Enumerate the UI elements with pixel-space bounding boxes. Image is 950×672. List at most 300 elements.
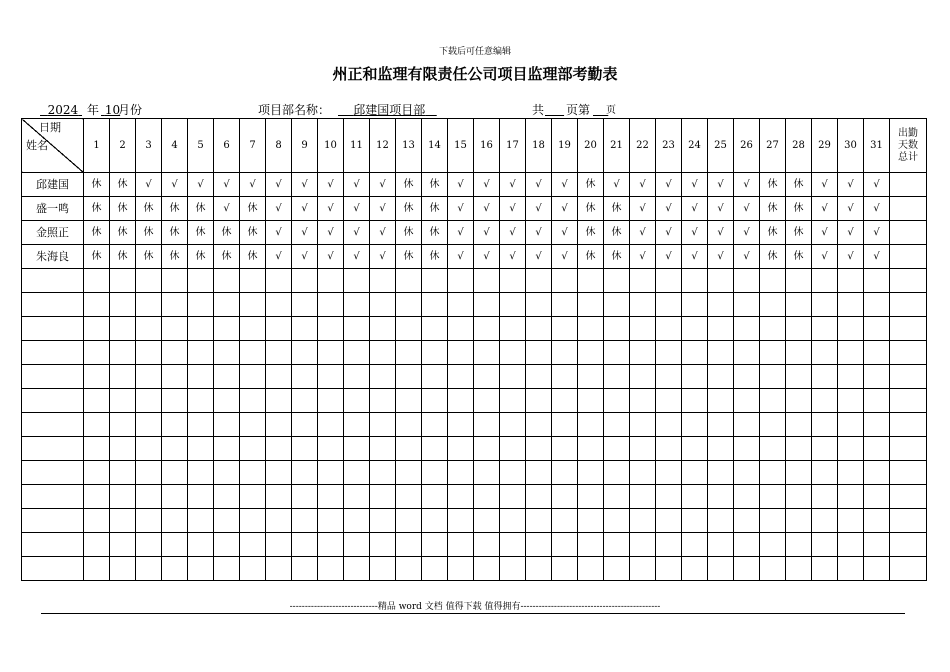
empty-cell xyxy=(864,413,890,437)
empty-cell xyxy=(396,485,422,509)
empty-row xyxy=(22,461,927,485)
empty-cell xyxy=(136,413,162,437)
empty-cell xyxy=(552,389,578,413)
attendance-mark: 休 xyxy=(214,221,240,245)
project-name: 邱建国项目部 xyxy=(353,103,426,117)
empty-cell xyxy=(266,341,292,365)
empty-cell xyxy=(84,413,110,437)
day-header: 12 xyxy=(370,119,396,173)
empty-cell xyxy=(838,293,864,317)
empty-cell xyxy=(578,509,604,533)
empty-cell xyxy=(422,293,448,317)
empty-cell xyxy=(266,461,292,485)
empty-row xyxy=(22,485,927,509)
empty-cell xyxy=(734,557,760,581)
attendance-mark: 休 xyxy=(422,245,448,269)
empty-cell xyxy=(370,509,396,533)
empty-cell xyxy=(344,461,370,485)
empty-cell xyxy=(890,557,927,581)
empty-cell xyxy=(578,413,604,437)
empty-cell xyxy=(396,557,422,581)
empty-cell xyxy=(370,485,396,509)
empty-cell xyxy=(890,293,927,317)
empty-cell xyxy=(318,389,344,413)
empty-cell xyxy=(396,365,422,389)
empty-cell xyxy=(344,413,370,437)
employee-name: 金照正 xyxy=(22,221,84,245)
empty-cell xyxy=(890,269,927,293)
empty-cell xyxy=(578,293,604,317)
attendance-mark: √ xyxy=(344,173,370,197)
empty-cell xyxy=(890,389,927,413)
corner-date-label: 日期 xyxy=(39,121,61,134)
empty-cell xyxy=(578,461,604,485)
attendance-mark: √ xyxy=(552,173,578,197)
top-note: 下载后可任意编辑 xyxy=(438,47,511,57)
empty-cell xyxy=(162,317,188,341)
empty-cell xyxy=(708,437,734,461)
empty-cell xyxy=(84,509,110,533)
empty-cell xyxy=(214,485,240,509)
empty-cell xyxy=(266,317,292,341)
day-header: 21 xyxy=(604,119,630,173)
attendance-mark: √ xyxy=(812,221,838,245)
empty-cell xyxy=(318,485,344,509)
empty-cell xyxy=(188,485,214,509)
empty-cell xyxy=(500,269,526,293)
empty-cell xyxy=(422,557,448,581)
empty-cell xyxy=(656,437,682,461)
empty-row xyxy=(22,341,927,365)
empty-cell xyxy=(292,461,318,485)
empty-cell xyxy=(864,437,890,461)
empty-cell xyxy=(630,533,656,557)
attendance-mark: 休 xyxy=(110,173,136,197)
attendance-mark: √ xyxy=(318,245,344,269)
empty-cell xyxy=(136,533,162,557)
empty-cell xyxy=(136,365,162,389)
day-header: 20 xyxy=(578,119,604,173)
empty-cell xyxy=(682,437,708,461)
empty-cell xyxy=(838,269,864,293)
empty-cell xyxy=(136,509,162,533)
empty-cell xyxy=(396,413,422,437)
attendance-mark: √ xyxy=(240,173,266,197)
empty-cell xyxy=(318,317,344,341)
empty-cell xyxy=(552,293,578,317)
empty-cell xyxy=(22,461,84,485)
empty-cell xyxy=(266,485,292,509)
empty-cell xyxy=(526,293,552,317)
empty-cell xyxy=(864,269,890,293)
attendance-mark: 休 xyxy=(578,197,604,221)
empty-cell xyxy=(656,341,682,365)
empty-cell xyxy=(526,509,552,533)
empty-cell xyxy=(448,269,474,293)
attendance-mark: √ xyxy=(500,197,526,221)
empty-cell xyxy=(396,269,422,293)
attendance-mark: √ xyxy=(344,197,370,221)
empty-cell xyxy=(188,413,214,437)
empty-cell xyxy=(656,509,682,533)
attendance-mark: 休 xyxy=(760,173,786,197)
empty-cell xyxy=(214,461,240,485)
empty-cell xyxy=(838,341,864,365)
employee-name: 盛一鸣 xyxy=(22,197,84,221)
empty-cell xyxy=(786,269,812,293)
attendance-mark: √ xyxy=(318,173,344,197)
attendance-mark: √ xyxy=(448,245,474,269)
attendance-mark: 休 xyxy=(136,197,162,221)
empty-cell xyxy=(760,509,786,533)
empty-cell xyxy=(786,317,812,341)
attendance-mark: √ xyxy=(838,197,864,221)
empty-cell xyxy=(682,533,708,557)
empty-cell xyxy=(786,437,812,461)
employee-name: 邱建国 xyxy=(22,173,84,197)
empty-cell xyxy=(22,317,84,341)
empty-cell xyxy=(708,509,734,533)
attendance-mark: √ xyxy=(656,245,682,269)
day-header: 23 xyxy=(656,119,682,173)
empty-cell xyxy=(318,365,344,389)
empty-cell xyxy=(292,413,318,437)
empty-cell xyxy=(526,317,552,341)
attendance-mark: 休 xyxy=(110,197,136,221)
empty-cell xyxy=(110,509,136,533)
empty-cell xyxy=(22,269,84,293)
empty-cell xyxy=(812,461,838,485)
empty-cell xyxy=(266,365,292,389)
empty-cell xyxy=(708,485,734,509)
attendance-mark: √ xyxy=(526,173,552,197)
day-header: 17 xyxy=(500,119,526,173)
empty-cell xyxy=(656,413,682,437)
empty-cell xyxy=(786,341,812,365)
empty-cell xyxy=(708,317,734,341)
empty-cell xyxy=(188,365,214,389)
empty-cell xyxy=(708,557,734,581)
empty-cell xyxy=(344,365,370,389)
empty-cell xyxy=(890,341,927,365)
empty-cell xyxy=(474,389,500,413)
total-header-line: 天数 xyxy=(898,139,918,151)
empty-cell xyxy=(630,293,656,317)
empty-cell xyxy=(422,533,448,557)
attendance-mark: 休 xyxy=(422,173,448,197)
empty-cell xyxy=(162,365,188,389)
empty-cell xyxy=(656,365,682,389)
attendance-mark: √ xyxy=(292,245,318,269)
attendance-mark: 休 xyxy=(214,245,240,269)
empty-cell xyxy=(760,293,786,317)
attendance-mark: √ xyxy=(682,197,708,221)
empty-cell xyxy=(604,365,630,389)
total-header-line: 出勤 xyxy=(898,127,918,139)
empty-cell xyxy=(448,557,474,581)
empty-cell xyxy=(526,461,552,485)
empty-cell xyxy=(864,389,890,413)
empty-cell xyxy=(682,341,708,365)
empty-cell xyxy=(162,557,188,581)
empty-cell xyxy=(838,365,864,389)
empty-cell xyxy=(162,485,188,509)
empty-cell xyxy=(318,293,344,317)
empty-cell xyxy=(812,509,838,533)
empty-cell xyxy=(760,341,786,365)
empty-cell xyxy=(370,413,396,437)
empty-cell xyxy=(22,533,84,557)
empty-cell xyxy=(682,557,708,581)
empty-cell xyxy=(682,413,708,437)
attendance-mark: √ xyxy=(838,221,864,245)
empty-cell xyxy=(474,365,500,389)
attendance-mark: √ xyxy=(370,197,396,221)
empty-cell xyxy=(370,293,396,317)
attendance-mark: 休 xyxy=(136,221,162,245)
empty-cell xyxy=(266,389,292,413)
empty-cell xyxy=(630,317,656,341)
empty-cell xyxy=(214,389,240,413)
empty-cell xyxy=(812,293,838,317)
attendance-mark: √ xyxy=(630,173,656,197)
empty-cell xyxy=(604,389,630,413)
empty-cell xyxy=(292,269,318,293)
attendance-mark: √ xyxy=(474,173,500,197)
empty-cell xyxy=(240,533,266,557)
empty-cell xyxy=(604,341,630,365)
attendance-mark: √ xyxy=(604,173,630,197)
empty-cell xyxy=(838,533,864,557)
empty-cell xyxy=(344,293,370,317)
empty-cell xyxy=(812,557,838,581)
empty-cell xyxy=(136,389,162,413)
empty-cell xyxy=(552,341,578,365)
attendance-mark: √ xyxy=(292,221,318,245)
month-label: 月份 xyxy=(118,103,143,117)
empty-cell xyxy=(526,557,552,581)
empty-cell xyxy=(136,317,162,341)
empty-cell xyxy=(22,437,84,461)
empty-cell xyxy=(500,557,526,581)
empty-cell xyxy=(552,365,578,389)
attendance-mark: 休 xyxy=(578,173,604,197)
empty-cell xyxy=(214,365,240,389)
attendance-mark: 休 xyxy=(84,221,110,245)
attendance-mark: √ xyxy=(318,197,344,221)
empty-row xyxy=(22,533,927,557)
empty-cell xyxy=(760,317,786,341)
empty-cell xyxy=(474,533,500,557)
attendance-mark: √ xyxy=(682,221,708,245)
empty-cell xyxy=(604,509,630,533)
empty-cell xyxy=(22,557,84,581)
empty-cell xyxy=(500,365,526,389)
empty-cell xyxy=(500,509,526,533)
empty-cell xyxy=(110,413,136,437)
empty-cell xyxy=(656,269,682,293)
empty-cell xyxy=(448,317,474,341)
empty-cell xyxy=(318,533,344,557)
day-header: 2 xyxy=(110,119,136,173)
attendance-mark: √ xyxy=(656,173,682,197)
empty-cell xyxy=(84,485,110,509)
empty-cell xyxy=(682,317,708,341)
empty-cell xyxy=(578,365,604,389)
day-header: 31 xyxy=(864,119,890,173)
attendance-mark: √ xyxy=(734,221,760,245)
empty-cell xyxy=(292,317,318,341)
attendance-mark: 休 xyxy=(786,197,812,221)
empty-cell xyxy=(890,509,927,533)
total-pages-label: 共 xyxy=(532,103,545,117)
empty-cell xyxy=(370,389,396,413)
employee-name: 朱海良 xyxy=(22,245,84,269)
day-header: 3 xyxy=(136,119,162,173)
empty-cell xyxy=(500,461,526,485)
empty-cell xyxy=(604,269,630,293)
empty-cell xyxy=(84,533,110,557)
empty-cell xyxy=(604,485,630,509)
empty-cell xyxy=(526,533,552,557)
empty-cell xyxy=(136,341,162,365)
empty-cell xyxy=(422,389,448,413)
attendance-mark: 休 xyxy=(422,197,448,221)
empty-cell xyxy=(656,293,682,317)
attendance-mark: 休 xyxy=(84,173,110,197)
empty-cell xyxy=(422,269,448,293)
attendance-mark: √ xyxy=(136,173,162,197)
empty-cell xyxy=(448,413,474,437)
empty-cell xyxy=(838,389,864,413)
empty-cell xyxy=(396,293,422,317)
empty-cell xyxy=(266,413,292,437)
attendance-mark: √ xyxy=(344,221,370,245)
empty-cell xyxy=(578,437,604,461)
empty-cell xyxy=(214,437,240,461)
empty-cell xyxy=(578,269,604,293)
empty-cell xyxy=(760,485,786,509)
empty-row xyxy=(22,509,927,533)
empty-cell xyxy=(526,389,552,413)
empty-cell xyxy=(240,557,266,581)
empty-cell xyxy=(422,365,448,389)
attendance-mark: √ xyxy=(344,245,370,269)
empty-cell xyxy=(682,485,708,509)
attendance-mark: √ xyxy=(370,221,396,245)
empty-cell xyxy=(474,509,500,533)
empty-cell xyxy=(214,269,240,293)
attendance-mark: √ xyxy=(552,197,578,221)
empty-cell xyxy=(734,437,760,461)
empty-cell xyxy=(214,533,240,557)
empty-cell xyxy=(812,341,838,365)
attendance-mark: √ xyxy=(162,173,188,197)
empty-cell xyxy=(864,293,890,317)
attendance-mark: √ xyxy=(266,245,292,269)
info-line xyxy=(0,102,950,118)
empty-cell xyxy=(812,269,838,293)
empty-cell xyxy=(292,533,318,557)
empty-cell xyxy=(500,533,526,557)
empty-cell xyxy=(292,293,318,317)
empty-cell xyxy=(552,437,578,461)
empty-cell xyxy=(110,485,136,509)
attendance-mark: √ xyxy=(188,173,214,197)
empty-cell xyxy=(162,437,188,461)
day-header: 7 xyxy=(240,119,266,173)
empty-cell xyxy=(110,341,136,365)
empty-cell xyxy=(240,485,266,509)
attendance-mark: 休 xyxy=(240,221,266,245)
day-header: 16 xyxy=(474,119,500,173)
empty-cell xyxy=(318,461,344,485)
empty-cell xyxy=(162,293,188,317)
empty-cell xyxy=(864,557,890,581)
empty-cell xyxy=(630,509,656,533)
empty-cell xyxy=(500,485,526,509)
empty-cell xyxy=(760,413,786,437)
empty-cell xyxy=(500,389,526,413)
empty-cell xyxy=(292,389,318,413)
empty-cell xyxy=(188,557,214,581)
empty-cell xyxy=(786,533,812,557)
attendance-mark: 休 xyxy=(240,245,266,269)
empty-cell xyxy=(240,269,266,293)
empty-cell xyxy=(422,509,448,533)
empty-cell xyxy=(292,365,318,389)
attendance-mark: √ xyxy=(838,173,864,197)
empty-cell xyxy=(136,557,162,581)
empty-cell xyxy=(422,437,448,461)
empty-cell xyxy=(734,293,760,317)
attendance-mark: √ xyxy=(734,173,760,197)
empty-cell xyxy=(188,269,214,293)
empty-cell xyxy=(474,557,500,581)
attendance-mark: √ xyxy=(708,221,734,245)
empty-cell xyxy=(838,461,864,485)
empty-cell xyxy=(786,365,812,389)
total-cell xyxy=(890,245,927,269)
empty-cell xyxy=(864,485,890,509)
empty-cell xyxy=(526,437,552,461)
empty-cell xyxy=(266,557,292,581)
empty-cell xyxy=(552,461,578,485)
attendance-mark: √ xyxy=(526,221,552,245)
empty-cell xyxy=(630,437,656,461)
attendance-mark: 休 xyxy=(604,221,630,245)
empty-cell xyxy=(630,413,656,437)
empty-cell xyxy=(162,341,188,365)
attendance-mark: √ xyxy=(448,173,474,197)
header-row xyxy=(22,119,927,173)
empty-cell xyxy=(266,293,292,317)
empty-cell xyxy=(110,533,136,557)
empty-cell xyxy=(552,557,578,581)
empty-cell xyxy=(682,389,708,413)
attendance-mark: √ xyxy=(266,197,292,221)
empty-cell xyxy=(708,461,734,485)
empty-cell xyxy=(656,557,682,581)
empty-cell xyxy=(760,365,786,389)
empty-cell xyxy=(344,269,370,293)
empty-cell xyxy=(396,317,422,341)
attendance-mark: 休 xyxy=(786,245,812,269)
attendance-mark: 休 xyxy=(396,197,422,221)
attendance-mark: 休 xyxy=(110,245,136,269)
empty-cell xyxy=(292,485,318,509)
attendance-mark: 休 xyxy=(396,221,422,245)
